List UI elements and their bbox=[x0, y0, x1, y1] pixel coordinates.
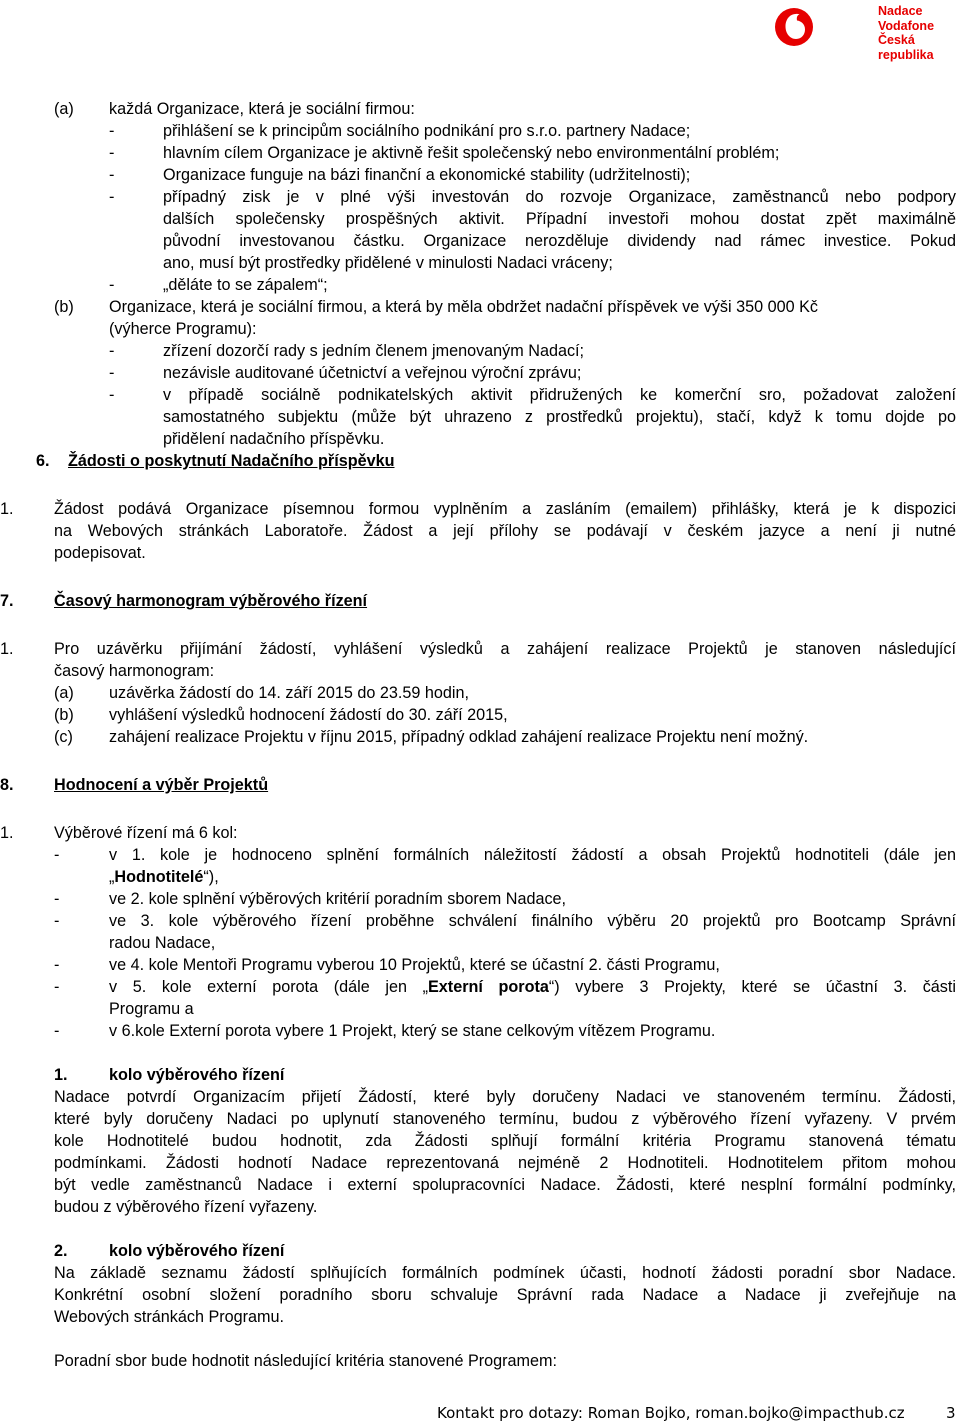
section-6-p1-line-1: Žádost podává Organizace písemnou formou vyplněním a zasláním (emailem) přihlášky, která je k dispozici bbox=[54, 500, 956, 518]
list-a-label: (a) bbox=[54, 100, 74, 118]
bullet-dash: - bbox=[54, 890, 60, 908]
round-1-line-1: v 1. kole je hodnoceno splnění formálních náležitostí žádostí a obsah Projektů hodnotiteli (dále jen bbox=[109, 846, 956, 864]
bullet-dash: - bbox=[109, 276, 115, 294]
bullet-dash: - bbox=[109, 144, 115, 162]
round-4: ve 4. kole Mentoři Programu vyberou 10 Projektů, které se účastní 2. části Programu, bbox=[109, 956, 720, 974]
round-5-line-1: v 5. kole externí porota (dále jen „Externí porota“) vybere 3 Projekty, které se účastní 3. části bbox=[109, 978, 956, 996]
list-b-item-2: nezávisle auditované účetnictví a veřejnou výroční zprávu; bbox=[163, 364, 582, 382]
list-b-label: (b) bbox=[54, 298, 74, 316]
section-8-title: Hodnocení a výběr Projektů bbox=[54, 776, 269, 794]
term-externi-porota: Externí porota bbox=[428, 978, 549, 996]
kolo-2-title: kolo výběrového řízení bbox=[109, 1242, 285, 1260]
list-b-item-3-line-3: přidělení nadačního příspěvku. bbox=[163, 430, 385, 448]
kolo-1-line-2: které byly doručeny Nadaci po uplynutí stanoveného termínu, budou z výběrového řízení vyřazeny. V prvém bbox=[54, 1110, 956, 1128]
bullet-dash: - bbox=[54, 846, 60, 864]
kolo-1-title: kolo výběrového řízení bbox=[109, 1066, 285, 1084]
bullet-dash: - bbox=[54, 956, 60, 974]
closing-sentence: Poradní sbor bude hodnotit následující kritéria stanovené Programem: bbox=[54, 1352, 557, 1370]
bullet-dash: - bbox=[109, 342, 115, 360]
kolo-1-line-4: podmínkami. Žádosti hodnotí Nadace reprezentovaná nejméně 2 Hodnotiteli. Hodnotitelem přitom mohou bbox=[54, 1154, 956, 1172]
schedule-b-label: (b) bbox=[54, 706, 74, 724]
list-a-item-4-line-3: původní investovanou částku. Organizace nerozděluje dividendy nad rámec investice. Pokud bbox=[163, 232, 956, 250]
round-5-line-2: Programu a bbox=[109, 1000, 194, 1018]
list-a-item-4-line-1: případný zisk je v plné výši investován do rozvoje Organizace, zaměstnanců nebo podpory bbox=[163, 188, 956, 206]
list-a-intro: každá Organizace, která je sociální firmou: bbox=[109, 100, 415, 118]
round-2: ve 2. kole splnění výběrových kritérií poradním sborem Nadace, bbox=[109, 890, 567, 908]
section-7-title: Časový harmonogram výběrového řízení bbox=[54, 592, 368, 610]
kolo-1-line-5: být vedle zaměstnanců Nadace i externí spolupracovníci Nadace. Žádosti, které nesplní formální podmínky, bbox=[54, 1176, 956, 1194]
schedule-c-text: zahájení realizace Projektu v říjnu 2015, případný odklad zahájení realizace Projektu není možný. bbox=[109, 728, 809, 746]
logo-line-1: Nadace bbox=[878, 4, 923, 18]
list-b-item-3-line-2: samostatného subjektu (může být uhrazeno z prostředků projektu), stačí, když k tomu dojde po bbox=[163, 408, 956, 426]
bullet-dash: - bbox=[109, 122, 115, 140]
kolo-2-line-3: Webových stránkách Programu. bbox=[54, 1308, 285, 1326]
list-a-item-2: hlavním cílem Organizace je aktivně řešit společenský nebo environmentální problém; bbox=[163, 144, 780, 162]
section-6-p1-number: 1. bbox=[0, 500, 14, 518]
schedule-c-label: (c) bbox=[54, 728, 73, 746]
list-b-item-1: zřízení dozorčí rady s jedním členem jmenovaným Nadací; bbox=[163, 342, 585, 360]
section-8-number: 8. bbox=[0, 776, 14, 794]
list-b-intro-line-2: (výherce Programu): bbox=[109, 320, 257, 338]
kolo-1-line-1: Nadace potvrdí Organizacím přijetí Žádostí, které byly doručeny Nadaci ve stanoveném termínu. Žádosti, bbox=[54, 1088, 956, 1106]
section-8-p1: Výběrové řízení má 6 kol: bbox=[54, 824, 238, 842]
logo-line-2: Vodafone bbox=[878, 18, 935, 33]
logo-line-3: Česká republika bbox=[878, 33, 934, 62]
schedule-a-text: uzávěrka žádostí do 14. září 2015 do 23.59 hodin, bbox=[109, 684, 469, 702]
section-6-number: 6. bbox=[36, 452, 50, 470]
section-7-p1-number: 1. bbox=[0, 640, 14, 658]
list-a-item-5: „děláte to se zápalem“; bbox=[163, 276, 328, 294]
section-6-p1-line-2: na Webových stránkách Laboratoře. Žádost a její přílohy se podávají v českém jazyce a není ji nutné bbox=[54, 522, 956, 540]
section-7-p1-line-2: časový harmonogram: bbox=[54, 662, 215, 680]
page-number: 3 bbox=[946, 1404, 956, 1422]
round-1-line-2: „Hodnotitelé“), bbox=[109, 868, 219, 886]
bullet-dash: - bbox=[109, 188, 115, 206]
section-6-p1-line-3: podepisovat. bbox=[54, 544, 146, 562]
section-6-title: Žádosti o poskytnutí Nadačního příspěvku bbox=[68, 452, 395, 470]
section-7-p1-line-1: Pro uzávěrku přijímání žádostí, vyhlášení výsledků a zahájení realizace Projektů je stanoven následující bbox=[54, 640, 956, 658]
section-7-number: 7. bbox=[0, 592, 14, 610]
kolo-2-line-1: Na základě seznamu žádostí splňujících formálních podmínek účasti, hodnotí žádosti poradní sbor Nadace. bbox=[54, 1264, 956, 1282]
schedule-a-label: (a) bbox=[54, 684, 74, 702]
list-a-item-1: přihlášení se k principům sociálního podnikání pro s.r.o. partnery Nadace; bbox=[163, 122, 691, 140]
list-a-item-4-line-4: ano, musí být prostředky přidělené v minulosti Nadaci vráceny; bbox=[163, 254, 613, 272]
list-a-item-4-line-2: dalších společensky prospěšných aktivit. Případní investoři mohou dostat zpět maximálně bbox=[163, 210, 956, 228]
kolo-2-line-2: Konkrétní osobní složení poradního sboru schvaluje Správní rada Nadace a Nadace ji zveřejňuje na bbox=[54, 1286, 956, 1304]
bullet-dash: - bbox=[54, 1022, 60, 1040]
bullet-dash: - bbox=[54, 912, 60, 930]
bullet-dash: - bbox=[54, 978, 60, 996]
bullet-dash: - bbox=[109, 386, 115, 404]
round-6: v 6.kole Externí porota vybere 1 Projekt, který se stane celkovým vítězem Programu. bbox=[109, 1022, 716, 1040]
section-8-p1-number: 1. bbox=[0, 824, 14, 842]
term-hodnotitele: Hodnotitelé bbox=[114, 868, 204, 886]
kolo-1-number: 1. bbox=[54, 1066, 68, 1084]
list-b-item-3-line-1: v případě sociálně podnikatelských aktivit přidružených ke komerční sro, požadovat založení bbox=[163, 386, 956, 404]
kolo-1-line-3: kole Hodnotitelé budou hodnotit, zda Žádosti splňují formální kritéria Programu stanovená tématu bbox=[54, 1132, 956, 1150]
list-b-intro-line-1: Organizace, která je sociální firmou, a která by měla obdržet nadační příspěvek ve výši 350 000 Kč bbox=[109, 298, 819, 316]
round-3-line-1: ve 3. kole výběrového řízení proběhne schválení finálního výběru 20 projektů pro Bootcamp Správní bbox=[109, 912, 956, 930]
schedule-b-text: vyhlášení výsledků hodnocení žádostí do 30. září 2015, bbox=[109, 706, 508, 724]
round-3-line-2: radou Nadace, bbox=[109, 934, 216, 952]
footer-contact: Kontakt pro dotazy: Roman Bojko, roman.bojko@impacthub.cz bbox=[437, 1404, 905, 1422]
list-a-item-3: Organizace funguje na bázi finanční a ekonomické stability (udržitelnosti); bbox=[163, 166, 691, 184]
kolo-1-line-6: budou z výběrového řízení vyřazeny. bbox=[54, 1198, 318, 1216]
bullet-dash: - bbox=[109, 364, 115, 382]
kolo-2-number: 2. bbox=[54, 1242, 68, 1260]
bullet-dash: - bbox=[109, 166, 115, 184]
